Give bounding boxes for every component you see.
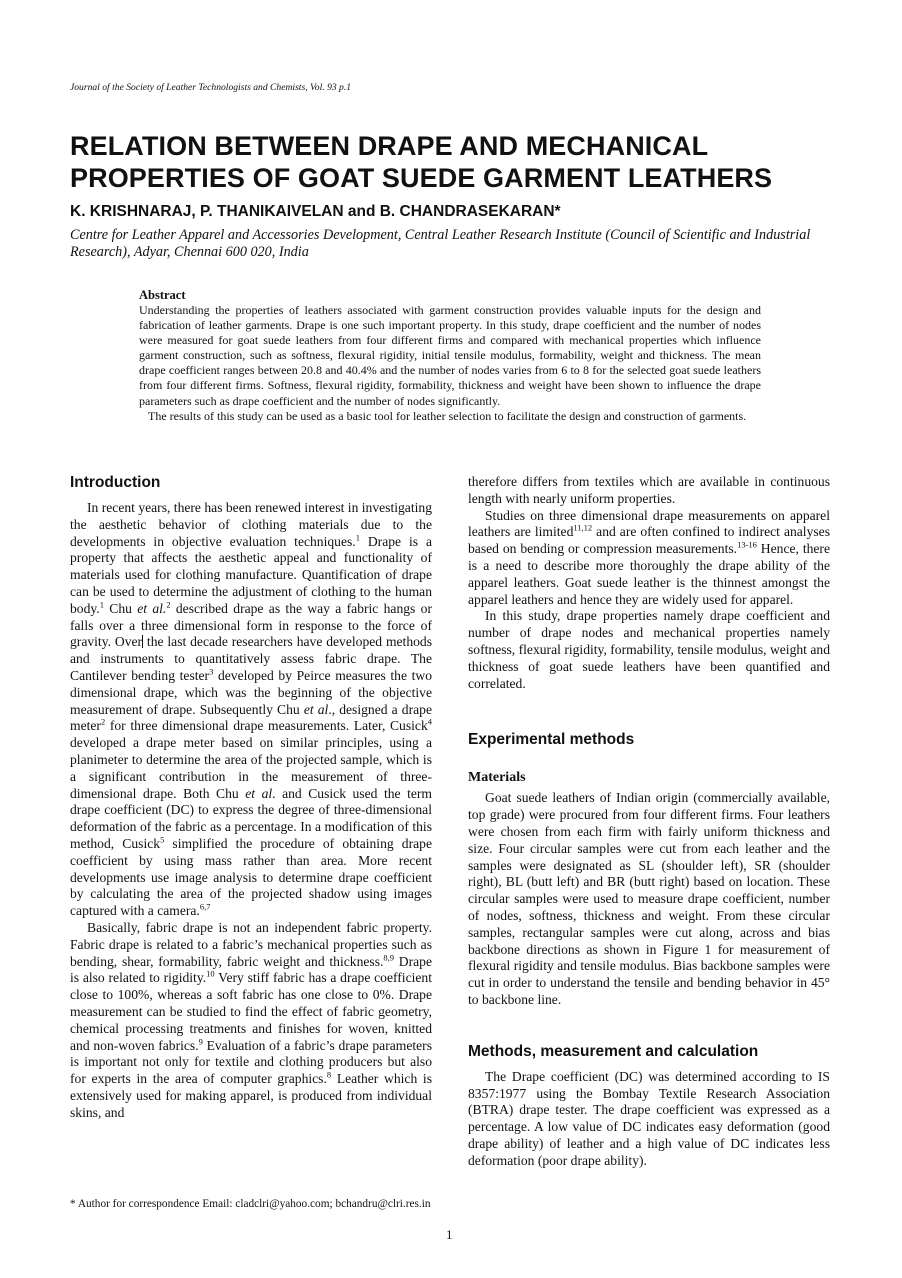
affiliation: Centre for Leather Apparel and Accessories Development, Central Leather Research Institute (Council of Scientific and Industrial Research), Adyar, Chennai 600 020, India <box>70 227 811 260</box>
citation: 8,9 <box>383 951 395 962</box>
text-span: ., designed a drape meter <box>70 701 432 734</box>
citation: 9 <box>198 1035 203 1046</box>
citation: 8 <box>326 1069 332 1080</box>
page-number: 1 <box>446 1227 453 1242</box>
text-span: developed a drape meter based on similar principles, using a planimeter to determine the area of the projected sample, which is a significant contribution in the measurement of three-dimensional drape. Both Chu <box>70 735 432 801</box>
citation: 13-16 <box>737 539 757 550</box>
text-span: Very stiff fabric has a drape coefficient close to 100%, whereas a soft fabric has one close to 0%. Drape measurement can be studied to find the effect of fabric geometry, chemical processing treatments and finishes for woven, knitted and non-woven fabrics. <box>70 970 433 1053</box>
text-span: Basically, fabric drape is not an independent fabric property. Fabric drape is related to a fabric’s mechanical properties such as bending, shear, formability, fabric weight and thickness. <box>70 919 432 969</box>
citation: 6,7 <box>199 901 211 912</box>
text-span: for three dimensional drape measurements. Later, Cusick <box>105 718 428 734</box>
et-al: et al <box>303 701 329 717</box>
intro-paragraph-2 <box>70 920 432 1122</box>
methods-paragraph: The Drape coefficient (DC) was determined according to IS 8357:1977 using the Bombay Textile Research Association (BTRA) drape tester. The drape coefficient was expressed as a percentage. A low value of DC indicates easy deformation (good drape ability) of leather and a high value of DC indicates less deformation (poor drape ability). <box>468 1068 830 1168</box>
title-line-1: RELATION BETWEEN DRAPE AND MECHANICAL <box>70 131 709 161</box>
citation: 11,12 <box>573 522 593 533</box>
citation: 2 <box>166 599 171 610</box>
right-column <box>468 474 830 1170</box>
abstract-section <box>139 288 761 424</box>
intro-paragraph-1 <box>70 500 432 920</box>
author-list: K. KRISHNARAJ, P. THANIKAIVELAN and B. CHANDRASEKARAN* <box>70 203 561 220</box>
section-heading-methods: Methods, measurement and calculation <box>468 1042 759 1060</box>
citation: 3 <box>209 666 214 677</box>
text-span: Drape is also related to rigidity. <box>70 953 433 986</box>
intro-paragraph-2-continued: therefore differs from textiles which are available in continuous length with nearly uniform properties. <box>468 474 830 506</box>
abstract-heading: Abstract <box>139 288 186 302</box>
left-column <box>70 474 432 1121</box>
article-title <box>70 130 850 194</box>
citation: 2 <box>100 716 106 727</box>
abstract-paragraph: Understanding the properties of leathers associated with garment construction provides valuable inputs for the design and fabrication of leather garments. Drape is one such important property. In this study, drape coefficient and the number of nodes were measured for goat suede leathers from four different firms and compared with mechanical properties which influence garment construction, such as softness, flexural rigidity, initial tensile modulus, formability, weight and thickness. The mean drape coefficient ranges between 20.8 and 40.4% and the number of nodes varies from 6 to 8 for the selected goat suede leathers from four different firms. Softness, flexural rigidity, formability, thickness and weight have been shown to influence the drape parameters such as drape coefficient and the number of nodes significantly. <box>139 303 761 408</box>
text-span: and are often confined to indirect analyses based on bending or compression measurements. <box>468 524 830 557</box>
text-span: Hence, there is a need to describe more thoroughly the drape ability of the apparel leathers. Goat suede leather is the thinnest amongst the apparel leathers and hence they are widely used for apparel. <box>468 541 830 607</box>
text-span: described drape as the way a fabric hangs or falls over a three dimensional form in response to the force of gravity. Over <box>70 600 432 650</box>
abstract-paragraph: The results of this study can be used as a basic tool for leather selection to facilitate the design and construction of garments. <box>148 408 747 423</box>
section-heading-introduction: Introduction <box>70 474 161 491</box>
title-line-2: PROPERTIES OF GOAT SUEDE GARMENT LEATHERS <box>70 163 773 193</box>
citation: 10 <box>206 968 215 979</box>
text-span: In recent years, there has been renewed interest in investigating the aesthetic behavior of clothing materials due to the developments in objective evaluation techniques. <box>70 500 432 549</box>
text-span: Studies on three dimensional drape measurements on apparel leathers are limited <box>468 507 830 540</box>
citation: 1 <box>99 599 104 610</box>
et-al: et al. <box>137 600 167 616</box>
section-heading-experimental: Experimental methods <box>468 731 635 749</box>
running-head: Journal of the Society of Leather Technologists and Chemists, Vol. 93 p.1 <box>70 82 352 93</box>
text-span: developed by Peirce measures the two dimensional drape, which was the beginning of the objective measurement of drape. Subsequently Chu <box>70 667 432 717</box>
intro-paragraph-4: In this study, drape properties namely drape coefficient and number of drape nodes and mechanical properties namely softness, flexural rigidity, formability, tensile modulus, weight and thickness of goat suede leathers have been quantified and correlated. <box>468 608 830 691</box>
citation: 5 <box>160 834 165 845</box>
intro-paragraph-3 <box>468 508 830 609</box>
et-al: et al <box>245 785 273 801</box>
text-span: simplified the procedure of obtaining drape coefficient by using mass rather than area. More recent developments use image analysis to determine drape coefficient by calculating the area of the projected shadow using images captured with a camera. <box>70 835 432 919</box>
text-span: Chu <box>103 600 138 616</box>
text-span: . and Cusick used the term drape coefficient (DC) to express the degree of three-dimensional deformation of the fabric as a percentage. In a modification of this method, Cusick <box>70 785 432 851</box>
text-span: the last decade researchers have developed methods and instruments to quantitatively assess fabric drape. The Cantilever bending tester <box>70 634 433 683</box>
citation: 4 <box>427 716 432 727</box>
text-span: Leather which is extensively used for making apparel, is produced from individual skins, and <box>70 1071 432 1120</box>
citation: 1 <box>355 532 360 543</box>
materials-paragraph: Goat suede leathers of Indian origin (commercially available, top grade) were procured from four different firms. Four leathers were chosen from each firm with fairly uniform thickness and size. Four circular samples were cut from each leather and the samples were designated as SL (shoulder left), SR (shoulder right), BL (butt left) and BR (butt right) based on location. These circular samples were used to measure drape coefficient, number of nodes, softness, thickness and weight. From these circular samples, rectangular samples were cut along, across and bias backbone directions as shown in Figure 1 for measurement of flexural rigidity and tensile modulus. Bias backbone samples were cut in order to understand the tensile and bending behavior in 45° to backbone line. <box>468 790 830 1007</box>
subsection-heading-materials: Materials <box>468 770 526 786</box>
correspondence-footnote: * Author for correspondence Email: cladclri@yahoo.com; bchandru@clri.res.in <box>70 1198 431 1210</box>
text-span: Evaluation of a fabric’s drape parameters is important not only for textile and clothing producers but also for experts in the area of computer graphics. <box>70 1037 432 1087</box>
text-span: Drape is a property that affects the aesthetic appeal and functionality of materials used for clothing manufacture. Quantification of drape can be used to determine the adjustment of clothing to the human body. <box>70 533 432 616</box>
